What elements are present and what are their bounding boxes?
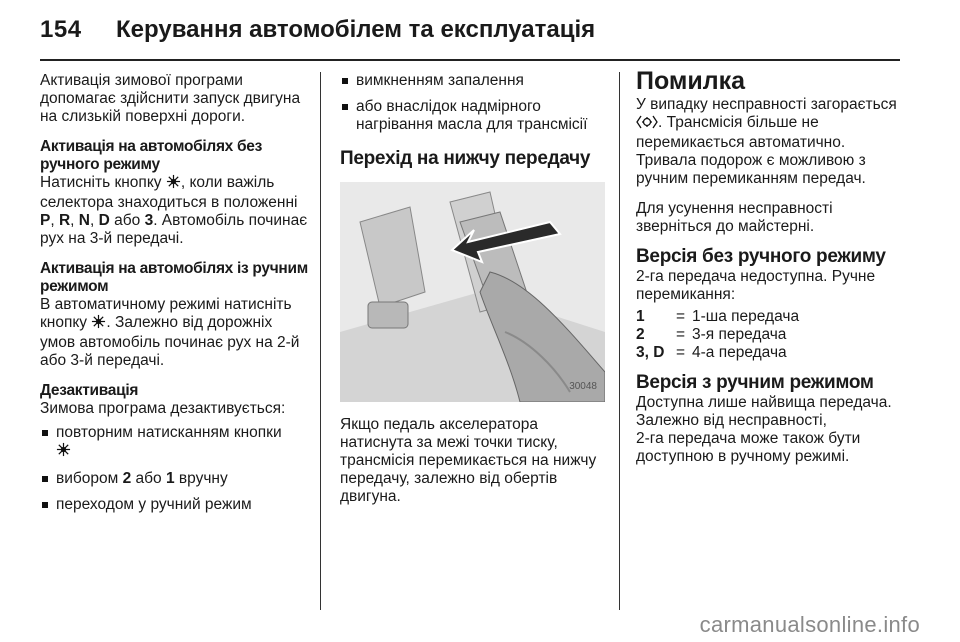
column-2 [340, 72, 605, 518]
manual-paragraph-2: 2-га передача може також бути доступною в ручному режимі. [636, 430, 861, 465]
text: , коли важіль селектора знаходиться в положенні [40, 174, 298, 211]
list-item [340, 72, 605, 90]
column-3 [636, 67, 906, 478]
list-item [340, 98, 605, 134]
text: або [109, 212, 145, 229]
deactivation-intro: Зимова програма дезактивується: [40, 400, 286, 417]
section-heading-fault: Помилка [636, 67, 746, 95]
figure-code: 30048 [569, 381, 597, 392]
gear-n: N [78, 212, 90, 229]
page-header [0, 0, 960, 56]
gear-value: 3-я передача [692, 326, 787, 343]
pedal-illustration [340, 182, 605, 402]
section-title-manual: Активація на автомобілях із ручним режимом [40, 260, 308, 295]
text: переходом у ручний режим [56, 496, 252, 513]
page-title: Керування автомобілем та експлуатація [116, 16, 596, 43]
list-item [40, 424, 310, 462]
snowflake-icon [56, 442, 71, 462]
gear-value: 1-ша передача [692, 308, 800, 325]
gear-table [636, 308, 906, 362]
text: В автоматичному режимі натисніть кнопку [40, 296, 292, 331]
section-title-deactivation: Дезактивація [40, 382, 139, 399]
table-row [636, 308, 906, 326]
column-divider [320, 72, 321, 610]
kickdown-paragraph: Якщо педаль акселератора натиснута за межі точки тиску, трансмісія перемикається на нижчу передачу, залежно від обертів двигуна. [340, 416, 597, 505]
equals-sign: = [676, 326, 686, 343]
bullet-icon [42, 502, 48, 508]
snowflake-icon [166, 174, 181, 194]
gear-d: D [98, 212, 110, 229]
gear-key: 2 [636, 326, 645, 343]
gear-value: 4-а передача [692, 344, 787, 361]
section-heading-manual: Версія з ручним режимом [636, 372, 874, 393]
text: У випадку несправності загорається [636, 96, 897, 113]
text: вимкненням запалення [356, 72, 524, 89]
pedal-drawing [340, 182, 605, 402]
equals-sign: = [676, 308, 686, 325]
gearbox-warning-icon [636, 115, 658, 134]
equals-sign: = [676, 344, 686, 361]
table-row [636, 326, 906, 344]
bullet-icon [342, 104, 348, 110]
bullet-icon [342, 78, 348, 84]
gear-1: 1 [165, 470, 175, 487]
snowflake-icon [91, 314, 106, 334]
fault-paragraph [636, 96, 906, 188]
gear-p: P [40, 212, 51, 229]
section-title-no-manual: Активація на автомобілях без ручного режиму [40, 138, 263, 173]
list-item [40, 470, 310, 488]
text: або внаслідок надмірного нагрівання масла для трансмісії [356, 98, 588, 133]
list-item [40, 496, 310, 514]
header-rule [40, 59, 900, 61]
text: Натисніть кнопку [40, 174, 166, 191]
column-divider [619, 72, 620, 610]
text: . Залежно від дорожніх умов автомобіль починає рух на 2-й або 3-й передачі. [40, 314, 300, 369]
table-row [636, 344, 906, 362]
text: повторним натисканням кнопки [56, 424, 282, 441]
fault-service-paragraph: Для усунення несправності зверніться до майстерні. [636, 200, 833, 235]
paragraph-manual [40, 296, 310, 370]
column-1 [40, 72, 310, 522]
gear-2: 2 [122, 470, 132, 487]
gear-3: 3 [144, 212, 154, 229]
text: вручну [174, 470, 228, 487]
text: або [131, 470, 166, 487]
text: вибором [56, 470, 123, 487]
gear-r: R [58, 212, 71, 229]
bullet-icon [42, 476, 48, 482]
text: . Автомобіль починає рух на 3-й передачі. [40, 212, 308, 247]
intro-paragraph: Активація зимової програми допомагає здійснити запуск двигуна на слизькій поверхні дороги. [40, 72, 301, 125]
section-heading-no-manual: Версія без ручного режиму [636, 246, 886, 267]
page-number: 154 [40, 16, 82, 43]
bullet-icon [42, 430, 48, 436]
no-manual-paragraph: 2-га передача недоступна. Ручне перемикання: [636, 268, 876, 303]
paragraph-no-manual: Натисніть кнопку , коли важіль селектора знаходиться в положенні P, R, N, D або 3. Автомобіль починає рух на 3-й передачі. [40, 174, 308, 247]
gear-key: 1 [636, 308, 645, 325]
section-heading-kickdown: Перехід на нижчу передачу [340, 148, 591, 169]
watermark: carmanualsonline.info [699, 612, 920, 637]
manual-paragraph-1: Доступна лише найвища передача. Залежно від несправності, [636, 394, 892, 429]
text: . Трансмісія більше не перемикається автоматично. Тривала подорож є можливою з ручним перемиканням передач. [636, 114, 866, 187]
gear-key: 3, D [636, 344, 665, 361]
